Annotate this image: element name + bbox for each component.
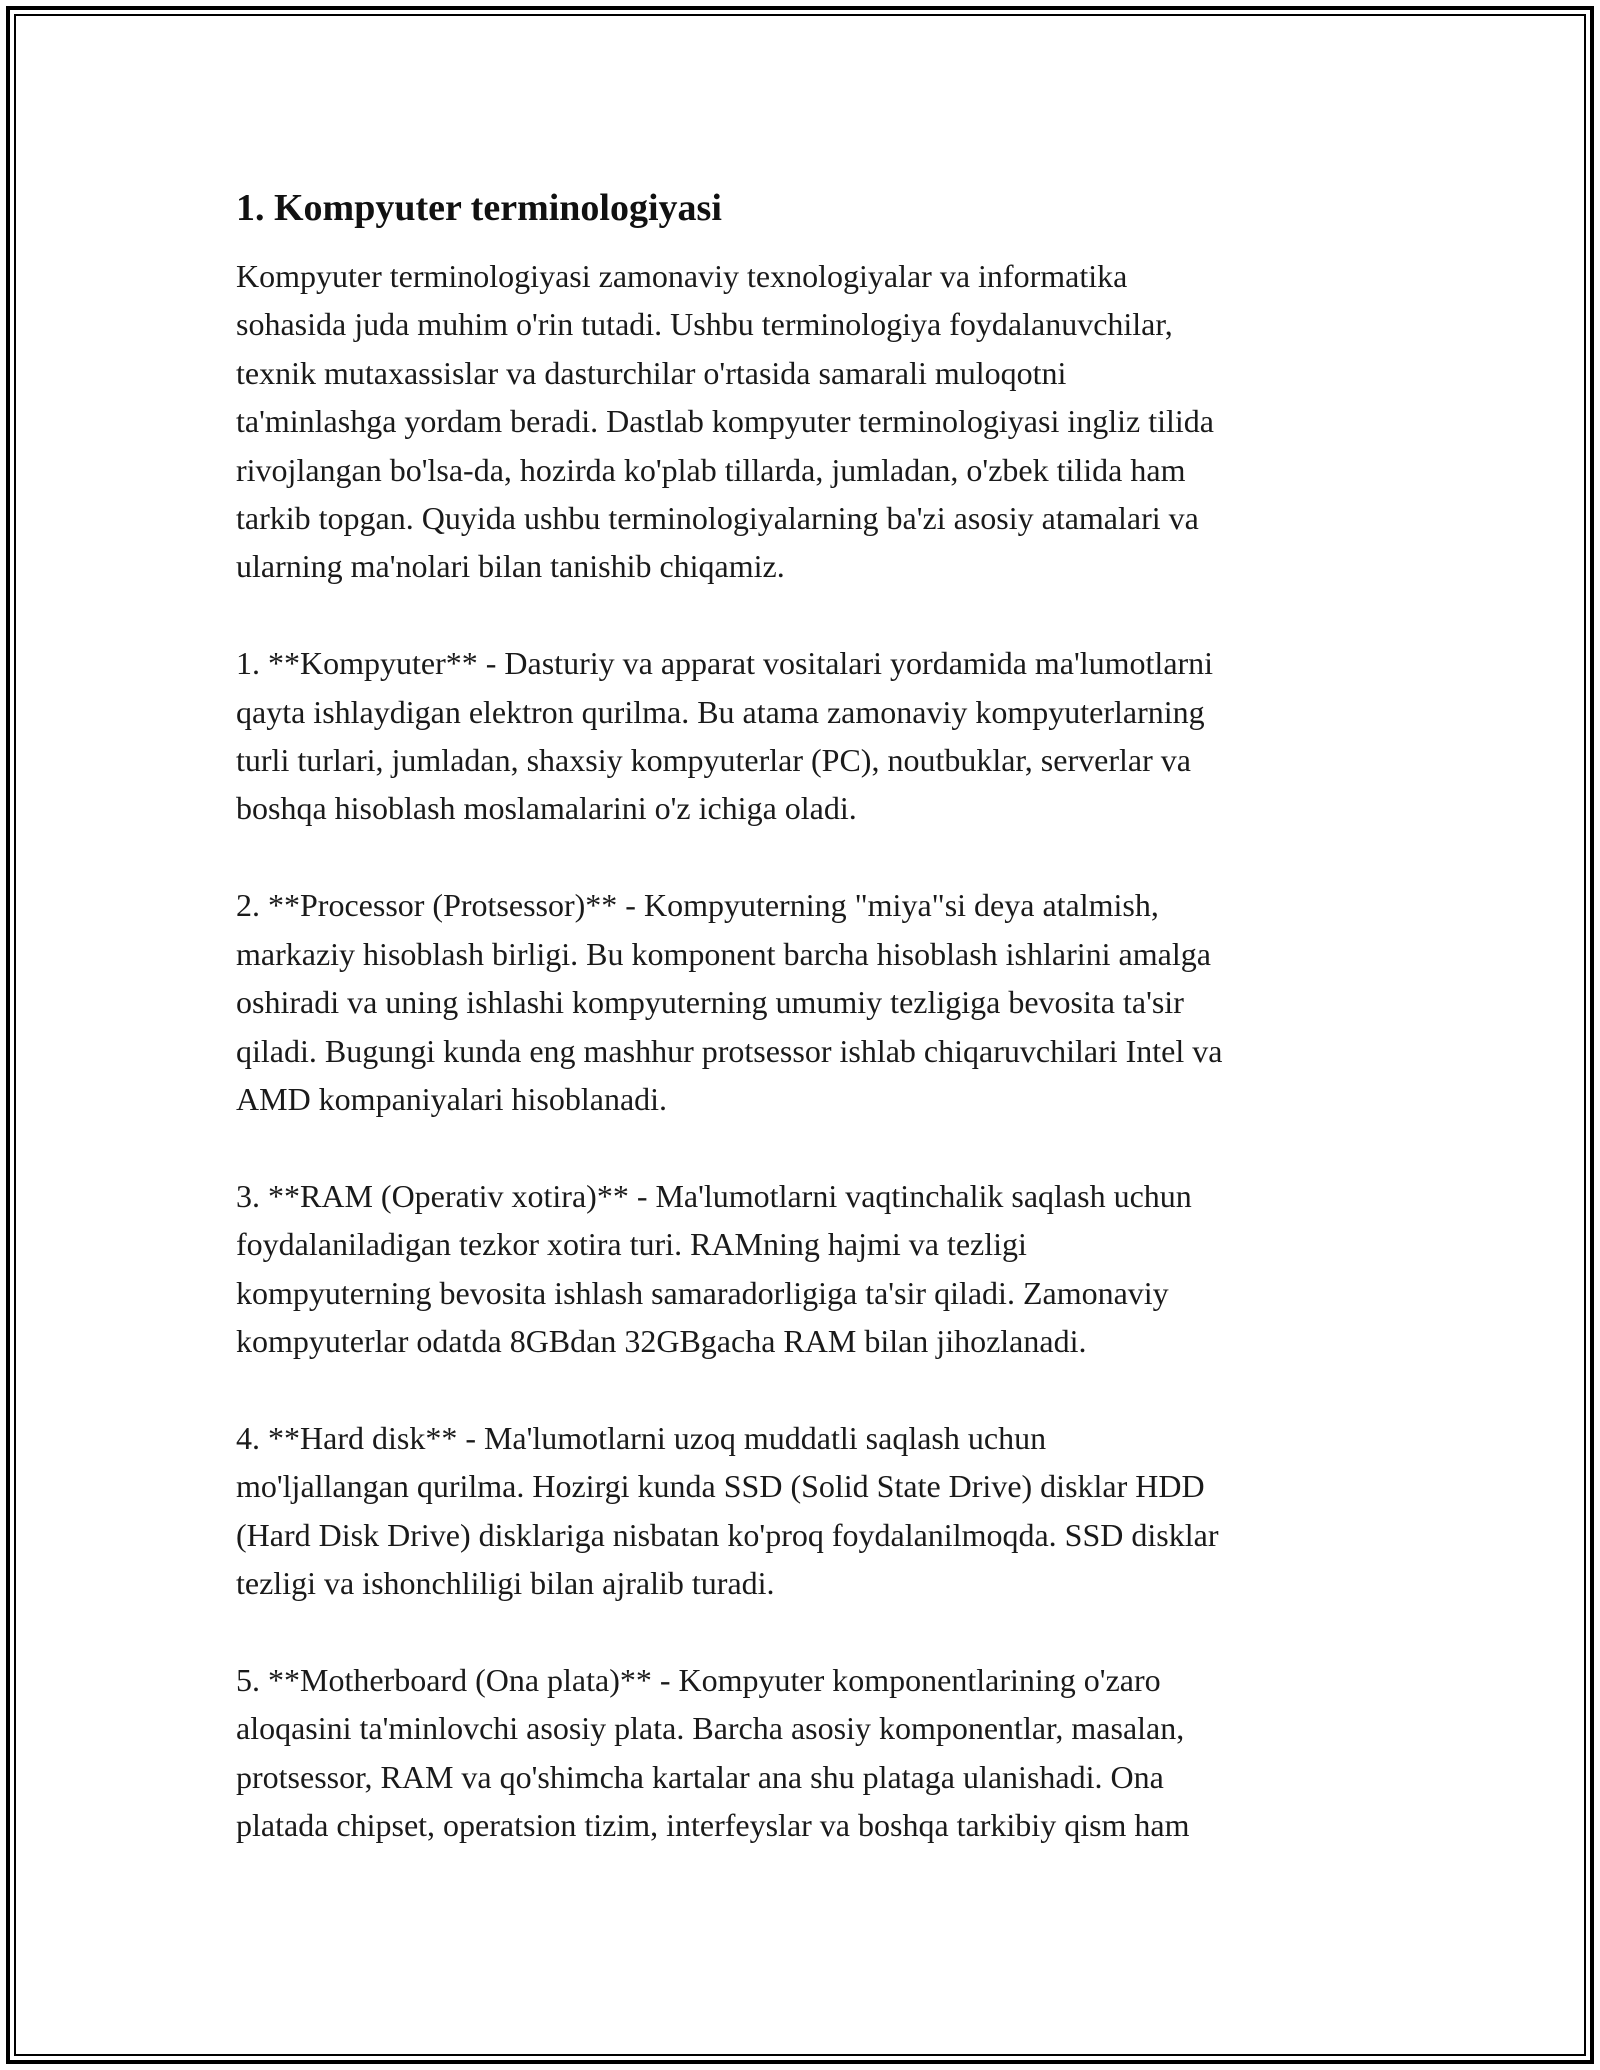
document-heading: 1. Kompyuter terminologiyasi (236, 187, 722, 229)
document-content (236, 186, 1376, 1849)
document-body: Kompyuter terminologiyasi zamonaviy texnologiyalar va informatika sohasida juda muhim o'rin tutadi. Ushbu terminologiya foydalanuvchilar, texnik mutaxassislar va dasturchilar o'rtasida samarali muloqotni ta'minlashga yordam beradi. Dastlab kompyuter terminologiyasi ingliz tilida rivojlangan bo'lsa-da, hozirda ko'plab tillarda, jumladan, o'zbek tilida ham tarkib topgan. Quyida ushbu terminologiyalarning ba'zi asosiy atamalari va ularning ma'nolari bilan tanishib chiqamiz. 1. **Kompyuter** - Dasturiy va apparat vositalari yordamida ma'lumotlarni qayta ishlaydigan elektron qurilma. Bu atama zamonaviy kompyuterlarning turli turlari, jumladan, shaxsiy kompyuterlar (PC), noutbuklar, serverlar va boshqa hisoblash moslamalarini o'z ichiga oladi. 2. **Processor (Protsessor)** - Kompyuterning "miya"si deya atalmish, markaziy hisoblash birligi. Bu komponent barcha hisoblash ishlarini amalga oshiradi va uning ishlashi kompyuterning umumiy tezligiga bevosita ta'sir qiladi. Bugungi kunda eng mashhur protsessor ishlab chiqaruvchilari Intel va AMD kompaniyalari hisoblanadi. 3. **RAM (Operativ xotira)** - Ma'lumotlarni vaqtinchalik saqlash uchun foydalaniladigan tezkor xotira turi. RAMning hajmi va tezligi kompyuterning bevosita ishlash samaradorligiga ta'sir qiladi. Zamonaviy kompyuterlar odatda 8GBdan 32GBgacha RAM bilan jihozlanadi. 4. **Hard disk** - Ma'lumotlarni uzoq muddatli saqlash uchun mo'ljallangan qurilma. Hozirgi kunda SSD (Solid State Drive) disklar HDD (Hard Disk Drive) disklariga nisbatan ko'proq foydalanilmoqda. SSD disklar tezligi va ishonchliligi bilan ajralib turadi. 5. **Motherboard (Ona plata)** - Kompyuter komponentlarining o'zaro aloqasini ta'minlovchi asosiy plata. Barcha asosiy komponentlar, masalan, protsessor, RAM va qo'shimcha kartalar ana shu plataga ulanishadi. Ona platada chipset, operatsion tizim, interfeyslar va boshqa tarkibiy qism ham (236, 258, 1223, 1843)
